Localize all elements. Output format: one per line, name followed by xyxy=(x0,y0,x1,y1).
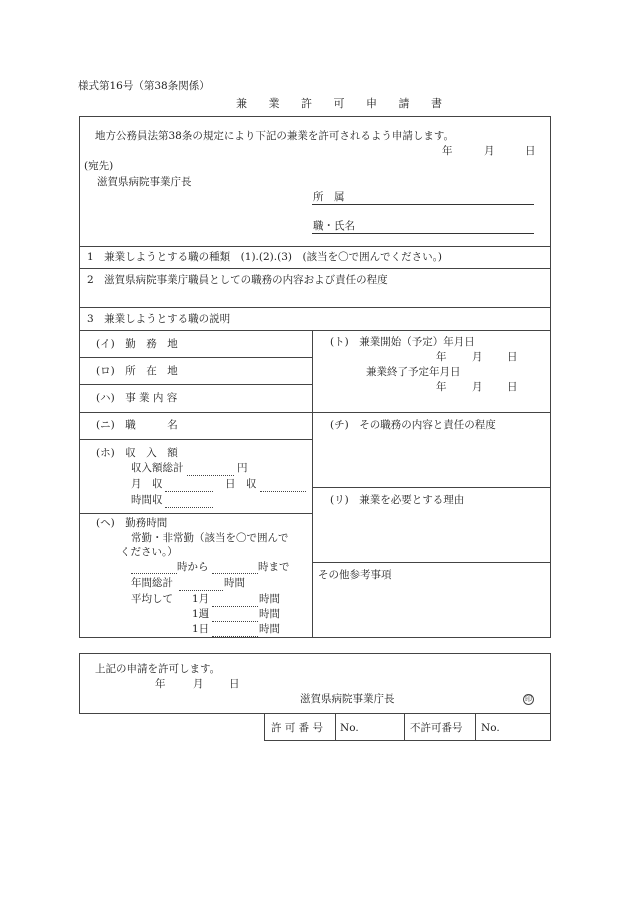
divider xyxy=(79,513,312,514)
average-label: 平均して xyxy=(131,593,173,605)
end-time-label: 時まで xyxy=(258,561,290,573)
per-week-hours-label: 時間 xyxy=(259,608,280,620)
affiliation-label: 所 属 xyxy=(313,191,345,203)
section-1-label: 1 兼業しようとする職の種類 (1).(2).(3) (該当を〇で囲んでください。) xyxy=(87,251,442,263)
per-day-field[interactable] xyxy=(212,636,258,637)
end-date-day: 日 xyxy=(507,381,518,393)
hourly-income-label: 時間収 xyxy=(131,494,163,506)
annual-hours-label: 時間 xyxy=(224,577,245,589)
affiliation-field[interactable] xyxy=(312,204,534,205)
item-ro-label: (ロ) 所 在 地 xyxy=(96,365,178,377)
item-chi-label: (チ) その職務の内容と責任の程度 xyxy=(330,419,496,431)
column-divider xyxy=(312,330,313,638)
seal-mark: 印 xyxy=(525,695,532,703)
employment-type-label-cont: ください。） xyxy=(120,546,178,558)
monthly-income-label: 月 収 xyxy=(131,478,163,490)
section-3-label: 3 兼業しようとする職の説明 xyxy=(87,313,231,325)
daily-income-label: 日 収 xyxy=(225,478,257,490)
start-time-label: 時から xyxy=(177,561,209,573)
start-date-year: 年 xyxy=(436,351,447,363)
per-week-field[interactable] xyxy=(212,621,258,622)
approval-date-year: 年 xyxy=(155,678,166,690)
name-field[interactable] xyxy=(312,233,534,234)
divider xyxy=(79,384,312,385)
end-date-month: 月 xyxy=(472,381,483,393)
end-date-label: 兼業終了予定年月日 xyxy=(366,366,461,378)
item-he-label: (ヘ) 勤務時間 xyxy=(96,517,168,529)
form-title: 兼 業 許 可 申 請 書 xyxy=(236,97,451,110)
end-time-field[interactable] xyxy=(212,573,258,574)
form-number: 様式第16号（第38条関係） xyxy=(78,80,210,92)
monthly-income-field[interactable] xyxy=(165,491,213,492)
other-notes-label: その他参考事項 xyxy=(318,569,392,581)
per-day-label: 1日 xyxy=(192,623,210,635)
income-total-field[interactable] xyxy=(187,475,234,476)
approval-date-month: 月 xyxy=(193,678,204,690)
table-divider xyxy=(335,713,336,741)
employment-type-label: 常勤・非常勤（該当を〇で囲んで xyxy=(131,532,289,544)
item-ho-label: (ホ) 収 入 額 xyxy=(96,447,178,459)
income-yen-label: 円 xyxy=(237,462,248,474)
section-2-label: 2 滋賀県病院事業庁職員としての職務の内容および責任の程度 xyxy=(87,274,388,286)
start-time-field[interactable] xyxy=(131,573,177,574)
income-total-label: 収入額総計 xyxy=(131,462,184,474)
addressee-label: (宛先) xyxy=(84,160,114,172)
intro-text: 地方公務員法第38条の規定により下記の兼業を許可されるよう申請します。 xyxy=(95,130,455,142)
item-ni-label: (ニ) 職 名 xyxy=(96,419,178,431)
start-date-day: 日 xyxy=(507,351,518,363)
divider xyxy=(312,487,551,488)
item-to-label: (ト) 兼業開始（予定）年月日 xyxy=(330,336,475,348)
annual-total-field[interactable] xyxy=(179,590,223,591)
hourly-income-field[interactable] xyxy=(165,507,213,508)
annual-total-label: 年間総計 xyxy=(131,577,173,589)
per-month-field[interactable] xyxy=(212,606,258,607)
per-day-hours-label: 時間 xyxy=(259,623,280,635)
divider xyxy=(79,412,551,413)
per-month-hours-label: 時間 xyxy=(259,593,280,605)
addressee: 滋賀県病院事業庁長 xyxy=(97,176,192,188)
per-week-label: 1週 xyxy=(192,608,210,620)
date-month: 月 xyxy=(484,145,495,157)
table-divider xyxy=(404,713,405,741)
permit-number-field[interactable]: No. xyxy=(340,722,359,734)
divider xyxy=(79,439,312,440)
nonpermit-number-field[interactable]: No. xyxy=(481,722,500,734)
item-ri-label: (リ) 兼業を必要とする理由 xyxy=(330,494,465,506)
nonpermit-number-label: 不許可番号 xyxy=(410,722,463,734)
date-day: 日 xyxy=(525,145,536,157)
permit-number-label: 許 可 番 号 xyxy=(271,722,324,734)
item-ha-label: (ハ) 事 業 内 容 xyxy=(96,392,178,404)
divider xyxy=(79,307,551,308)
approver-name: 滋賀県病院事業庁長 xyxy=(300,693,395,705)
divider xyxy=(79,246,551,247)
approval-text: 上記の申請を許可します。 xyxy=(95,663,221,675)
end-date-year: 年 xyxy=(436,381,447,393)
daily-income-field[interactable] xyxy=(260,491,306,492)
divider xyxy=(79,357,312,358)
per-month-label: 1月 xyxy=(192,593,210,605)
approval-date-day: 日 xyxy=(229,678,240,690)
date-year: 年 xyxy=(442,145,453,157)
divider xyxy=(312,562,551,563)
table-divider xyxy=(475,713,476,741)
divider xyxy=(79,330,551,331)
start-date-month: 月 xyxy=(472,351,483,363)
name-label: 職・氏名 xyxy=(313,220,355,232)
item-i-label: (イ) 勤 務 地 xyxy=(96,338,178,350)
divider xyxy=(79,268,551,269)
